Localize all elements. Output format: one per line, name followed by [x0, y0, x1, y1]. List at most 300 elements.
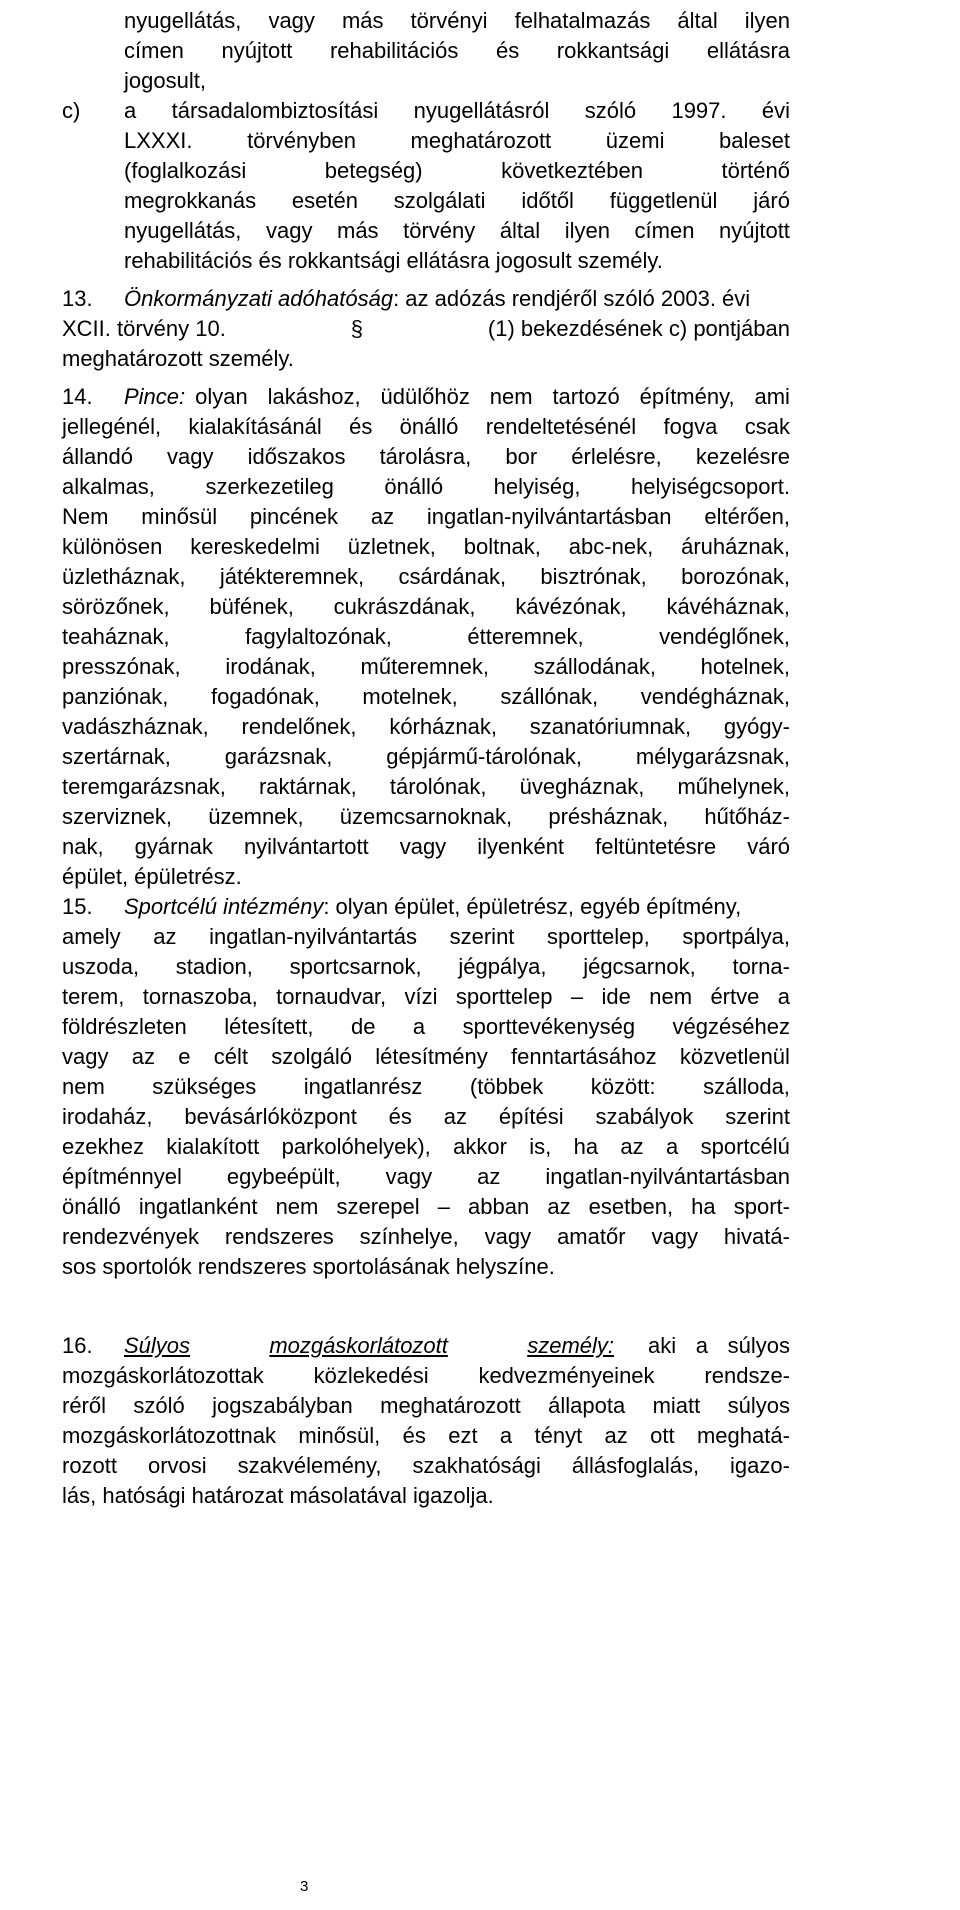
word: nem	[649, 984, 693, 1009]
word: ezekhez	[62, 1134, 144, 1159]
word: rozott	[62, 1453, 118, 1478]
word: tárolónak,	[389, 774, 487, 799]
word: a	[666, 1134, 679, 1159]
text-line	[62, 532, 790, 562]
text-fragment: XCII. törvény 10.	[62, 316, 226, 341]
word: rehabilitációs	[329, 38, 459, 63]
word: szakvélemény,	[237, 1453, 382, 1478]
text-line	[62, 592, 790, 622]
word: mozgáskorlátozottnak	[62, 1423, 276, 1448]
text-line	[62, 562, 790, 592]
word: e	[178, 1044, 191, 1069]
word: (többek	[469, 1074, 544, 1099]
word: ott	[650, 1423, 675, 1448]
word: akkor	[453, 1134, 507, 1159]
word: súlyos	[727, 1333, 790, 1358]
word: minősül,	[298, 1423, 381, 1448]
word: nem	[275, 1194, 319, 1219]
word: büfének,	[209, 594, 294, 619]
word: esetben,	[588, 1194, 674, 1219]
word: az	[547, 1194, 571, 1219]
word: terem,	[62, 984, 125, 1009]
word: szabályok	[595, 1104, 694, 1129]
word: de	[350, 1014, 376, 1039]
word: építmény,	[639, 384, 735, 409]
word: ingatlan-nyilvántartásban	[426, 504, 672, 529]
word: üdülőhöz	[380, 384, 470, 409]
word: sport-	[733, 1194, 790, 1219]
word: ilyen	[744, 8, 790, 33]
word: irodaház,	[62, 1104, 153, 1129]
word: szóló	[584, 98, 637, 123]
word: létesítmény	[375, 1044, 488, 1069]
word: mozgáskorlátozott	[269, 1333, 448, 1358]
word: nem	[62, 1074, 105, 1099]
word: szerint	[449, 924, 515, 949]
word: az	[131, 1044, 155, 1069]
word: szálloda,	[703, 1074, 790, 1099]
word: és	[402, 1423, 426, 1448]
word: érlelésre,	[571, 444, 662, 469]
word: időtől	[521, 188, 574, 213]
word: kedvezményeinek	[478, 1363, 655, 1388]
word: törvényben	[247, 128, 356, 153]
defined-term	[124, 1331, 614, 1361]
text-line	[124, 892, 741, 922]
word: üzemnek,	[208, 804, 304, 829]
text-line	[124, 156, 790, 186]
word: meghatározott	[380, 1393, 521, 1418]
word: az	[604, 1423, 628, 1448]
page-number: 3	[300, 1878, 309, 1895]
word: nyugellátás,	[124, 218, 242, 243]
word: állapota	[548, 1393, 626, 1418]
text-line	[62, 1012, 790, 1042]
word: címen	[634, 218, 695, 243]
word: társadalombiztosítási	[171, 98, 379, 123]
word: a	[777, 984, 790, 1009]
word: szerepel	[336, 1194, 420, 1219]
word: kávéháznak,	[666, 594, 790, 619]
word: gyógy-	[723, 714, 790, 739]
word: feltüntetésre	[595, 834, 717, 859]
text-line	[124, 186, 790, 216]
word: színhelye,	[359, 1224, 459, 1249]
word: Súlyos	[124, 1333, 191, 1358]
word: panziónak,	[62, 684, 169, 709]
word: szerint	[725, 1104, 790, 1129]
word: szállónak,	[500, 684, 599, 709]
word: irodának,	[225, 654, 316, 679]
word: hotelnek,	[700, 654, 790, 679]
word: motelnek,	[362, 684, 458, 709]
word: fogadónak,	[210, 684, 320, 709]
word: jellegénél,	[62, 414, 162, 439]
word: a	[124, 98, 137, 123]
word: pincének	[249, 504, 338, 529]
word: függetlenül	[609, 188, 718, 213]
word: vagy	[62, 1044, 109, 1069]
word: törvény	[403, 218, 476, 243]
word: vendéglőnek,	[659, 624, 790, 649]
word: önálló	[399, 414, 459, 439]
text-line	[62, 1361, 790, 1391]
text-line	[62, 1192, 790, 1222]
text-fragment: : az adózás rendjéről szóló 2003. évi	[393, 286, 751, 311]
word: időszakos	[247, 444, 346, 469]
word: amely	[62, 924, 121, 949]
word: ingatlan-nyilvántartásban	[545, 1164, 790, 1189]
text-line	[62, 502, 790, 532]
word: rendelőnek,	[241, 714, 357, 739]
word: és	[349, 414, 373, 439]
word: egybeépült,	[226, 1164, 341, 1189]
word: üzletnek,	[347, 534, 436, 559]
text-fragment: (1) bekezdésének c) pontjában	[487, 316, 790, 341]
word: szolgáló	[271, 1044, 353, 1069]
word: gépjármű-tárolónak,	[386, 744, 582, 769]
word: nyugellátásról	[413, 98, 550, 123]
word: LXXXI.	[124, 128, 193, 153]
text-line	[62, 682, 790, 712]
word: történő	[721, 158, 790, 183]
word: vendégháznak,	[640, 684, 790, 709]
word: boltnak,	[463, 534, 541, 559]
text-line: jogosult,	[124, 68, 206, 93]
text-line	[62, 1162, 790, 1192]
word: sporttelep,	[547, 924, 650, 949]
word: nyújtott	[221, 38, 293, 63]
defined-term: Sportcélú intézmény	[124, 894, 324, 919]
word: tartozó	[552, 384, 620, 409]
word: építménnyel	[62, 1164, 182, 1189]
text-line	[124, 216, 790, 246]
text-line	[124, 1331, 790, 1361]
word: nak,	[62, 834, 104, 859]
word: az	[153, 924, 177, 949]
word: vagy	[651, 1224, 698, 1249]
section-number-13: 13.	[62, 286, 93, 311]
word: különösen	[62, 534, 163, 559]
text-line: lás, hatósági határozat másolatával igazolja.	[62, 1483, 494, 1508]
word: műhelynek,	[677, 774, 790, 799]
text-line	[124, 126, 790, 156]
word: célt	[213, 1044, 249, 1069]
word: vagy	[385, 1164, 433, 1189]
text-line: meghatározott személy.	[62, 346, 294, 371]
word: kialakításánál	[188, 414, 322, 439]
word: az	[477, 1164, 501, 1189]
word: ami	[754, 384, 790, 409]
text-line	[62, 1391, 790, 1421]
word: presszónak,	[62, 654, 181, 679]
text-line	[124, 36, 790, 66]
word: szerviznek,	[62, 804, 173, 829]
word: lakáshoz,	[267, 384, 361, 409]
word: csárdának,	[398, 564, 507, 589]
word: Nem	[62, 504, 109, 529]
word: szolgálati	[393, 188, 486, 213]
word: értve	[710, 984, 760, 1009]
text-line	[62, 742, 790, 772]
word: nyilvántartott	[243, 834, 369, 859]
word: felhatalmazás	[514, 8, 651, 33]
word: közvetlenül	[679, 1044, 790, 1069]
word: fenntartásához	[511, 1044, 657, 1069]
word: alkalmas,	[62, 474, 155, 499]
text-line	[62, 472, 790, 502]
text-line	[62, 1102, 790, 1132]
word: sportpálya,	[682, 924, 790, 949]
word: súlyos	[727, 1393, 790, 1418]
word: bisztrónak,	[540, 564, 647, 589]
word: helyiségcsoport.	[631, 474, 790, 499]
word: tornaudvar,	[276, 984, 387, 1009]
word: üzemi	[605, 128, 665, 153]
word: orvosi	[148, 1453, 207, 1478]
word: bevásárlóközpont	[184, 1104, 357, 1129]
word: eltérően,	[704, 504, 790, 529]
text-line	[62, 922, 790, 952]
word: a	[499, 1423, 513, 1448]
word: a	[695, 1333, 708, 1358]
word: nem	[489, 384, 533, 409]
text-line	[62, 412, 790, 442]
text-line	[62, 832, 790, 862]
word: kialakított	[166, 1134, 260, 1159]
word: minősül	[141, 504, 218, 529]
word: ide	[601, 984, 631, 1009]
word: ilyenként	[477, 834, 565, 859]
word: között:	[590, 1074, 656, 1099]
word: ingatlan-nyilvántartás	[209, 924, 418, 949]
word: az	[370, 504, 395, 529]
word: rendszeres	[224, 1224, 334, 1249]
word: sörözőnek,	[62, 594, 170, 619]
word: garázsnak,	[224, 744, 333, 769]
section-number-14: 14.	[62, 384, 93, 409]
word: torna-	[732, 954, 790, 979]
word: (foglalkozási	[124, 158, 247, 183]
word: törvényi	[410, 8, 488, 33]
item-c-label: c)	[62, 98, 81, 123]
word: létesített,	[224, 1014, 314, 1039]
word: betegség)	[324, 158, 423, 183]
word: a	[412, 1014, 426, 1039]
text-line	[62, 802, 790, 832]
word: tárolásra,	[379, 444, 472, 469]
word: kezelésre	[695, 444, 790, 469]
word: földrészleten	[62, 1014, 187, 1039]
word: gyárnak	[134, 834, 213, 859]
word: járó	[753, 188, 790, 213]
word: következtében	[501, 158, 643, 183]
word: építési	[498, 1104, 564, 1129]
word: teremgarázsnak,	[62, 774, 226, 799]
word: étteremnek,	[467, 624, 584, 649]
word: présháznak,	[548, 804, 669, 829]
word: rendezvények	[62, 1224, 199, 1249]
word: személy:	[527, 1333, 614, 1358]
word: nyújtott	[718, 218, 790, 243]
word: ilyen	[564, 218, 610, 243]
text-line	[62, 1222, 790, 1252]
word: jégpálya,	[458, 954, 547, 979]
defined-term: Önkormányzati adóhatóság	[124, 286, 394, 311]
text-line	[62, 314, 790, 344]
word: az	[443, 1104, 467, 1129]
word: meghatá-	[696, 1423, 790, 1448]
word: aki	[648, 1333, 677, 1358]
word: hivatá-	[723, 1224, 790, 1249]
word: áruháznak,	[681, 534, 790, 559]
word: üzletháznak,	[62, 564, 186, 589]
word: is,	[529, 1134, 552, 1159]
word: váró	[747, 834, 790, 859]
text-line	[62, 1072, 790, 1102]
word: és	[388, 1104, 412, 1129]
word: cukrászdának,	[333, 594, 476, 619]
word: szakhatósági	[412, 1453, 541, 1478]
word: tényt	[534, 1423, 583, 1448]
word: olyan	[195, 384, 248, 409]
word: üvegháznak,	[519, 774, 645, 799]
text-line	[62, 442, 790, 472]
word: állandó	[62, 444, 133, 469]
word: ellátásra	[706, 38, 790, 63]
word: ingatlanrész	[303, 1074, 423, 1099]
text-line	[124, 6, 790, 36]
text-line	[124, 382, 790, 412]
word: állásfoglalás,	[571, 1453, 700, 1478]
word: vagy	[265, 218, 313, 243]
word: miatt	[652, 1393, 701, 1418]
word: 1997.	[671, 98, 727, 123]
word: szóló	[133, 1393, 185, 1418]
word: kereskedelmi	[190, 534, 320, 559]
word: önálló	[384, 474, 444, 499]
text-line	[62, 1042, 790, 1072]
word: nyugellátás,	[124, 8, 242, 33]
word: vagy	[484, 1224, 532, 1249]
section-number-16: 16.	[62, 1333, 93, 1358]
word: raktárnak,	[258, 774, 357, 799]
word: teaháznak,	[62, 624, 170, 649]
word: amatőr	[557, 1224, 626, 1249]
text-line	[124, 284, 790, 314]
word: réről	[62, 1393, 107, 1418]
text-line	[62, 622, 790, 652]
word: műteremnek,	[360, 654, 489, 679]
word: mozgáskorlátozottak	[62, 1363, 264, 1388]
text-fragment	[648, 1331, 790, 1361]
text-line	[124, 96, 790, 126]
text-line	[62, 1132, 790, 1162]
word: jégcsarnok,	[583, 954, 696, 979]
word: végzéséhez	[672, 1014, 790, 1039]
text-fragment: : olyan épület, épületrész, egyéb építmény,	[323, 894, 742, 919]
word: ingatlanként	[138, 1194, 258, 1219]
word: abc-nek,	[568, 534, 654, 559]
word: ha	[573, 1134, 599, 1159]
defined-term: Pince:	[124, 384, 186, 409]
word: baleset	[719, 128, 790, 153]
word: fagylaltozónak,	[245, 624, 392, 649]
word: más	[337, 218, 379, 243]
section-sign: §	[350, 316, 363, 341]
word: parkolóhelyek),	[281, 1134, 431, 1159]
text-line: sos sportolók rendszeres sportolásának helyszíne.	[62, 1254, 555, 1279]
word: sporttelep	[455, 984, 553, 1009]
word: kórháznak,	[389, 714, 497, 739]
text-line	[62, 712, 790, 742]
word: évi	[761, 98, 790, 123]
word: jogszabályban	[212, 1393, 353, 1418]
word: helyiség,	[493, 474, 581, 499]
word: szerkezetileg	[205, 474, 334, 499]
word: abban	[468, 1194, 530, 1219]
text-line	[62, 982, 790, 1012]
section-number-15: 15.	[62, 894, 93, 919]
word: uszoda,	[62, 954, 140, 979]
word: más	[341, 8, 384, 33]
word: közlekedési	[313, 1363, 429, 1388]
word: borozónak,	[681, 564, 790, 589]
word: kávézónak,	[515, 594, 627, 619]
word: vagy	[399, 834, 447, 859]
word: az	[620, 1134, 644, 1159]
text-line	[62, 952, 790, 982]
word: meghatározott	[410, 128, 552, 153]
word: rendeltetésénél	[485, 414, 637, 439]
text-line	[62, 1421, 790, 1451]
word: által	[677, 8, 718, 33]
word: megrokkanás	[124, 188, 257, 213]
word: játékteremnek,	[219, 564, 365, 589]
word: rendsze-	[704, 1363, 790, 1388]
word: vagy	[268, 8, 315, 33]
text-line	[62, 772, 790, 802]
word: –	[437, 1194, 450, 1219]
word: hűtőház-	[704, 804, 790, 829]
word: üzemcsarnoknak,	[339, 804, 513, 829]
word: tornaszoba,	[142, 984, 258, 1009]
word: ha	[691, 1194, 716, 1219]
word: bor	[505, 444, 538, 469]
word: mélygarázsnak,	[635, 744, 790, 769]
word: szertárnak,	[62, 744, 171, 769]
text-fragment	[195, 382, 790, 412]
word: és	[495, 38, 520, 63]
word: vízi	[404, 984, 438, 1009]
word: vadászháznak,	[62, 714, 209, 739]
word: –	[570, 984, 584, 1009]
word: csak	[744, 414, 790, 439]
word: címen	[124, 38, 184, 63]
text-line: rehabilitációs és rokkantsági ellátásra jogosult személy.	[124, 248, 663, 273]
word: szállodának,	[533, 654, 656, 679]
text-line	[62, 1451, 790, 1481]
word: szükséges	[152, 1074, 257, 1099]
word: esetén	[291, 188, 358, 213]
word: sporttevékenység	[462, 1014, 636, 1039]
word: által	[499, 218, 541, 243]
word: önálló	[62, 1194, 121, 1219]
word: ezt	[448, 1423, 478, 1448]
word: sportcsarnok,	[289, 954, 422, 979]
word: sportcélú	[700, 1134, 790, 1159]
word: fogva	[663, 414, 718, 439]
